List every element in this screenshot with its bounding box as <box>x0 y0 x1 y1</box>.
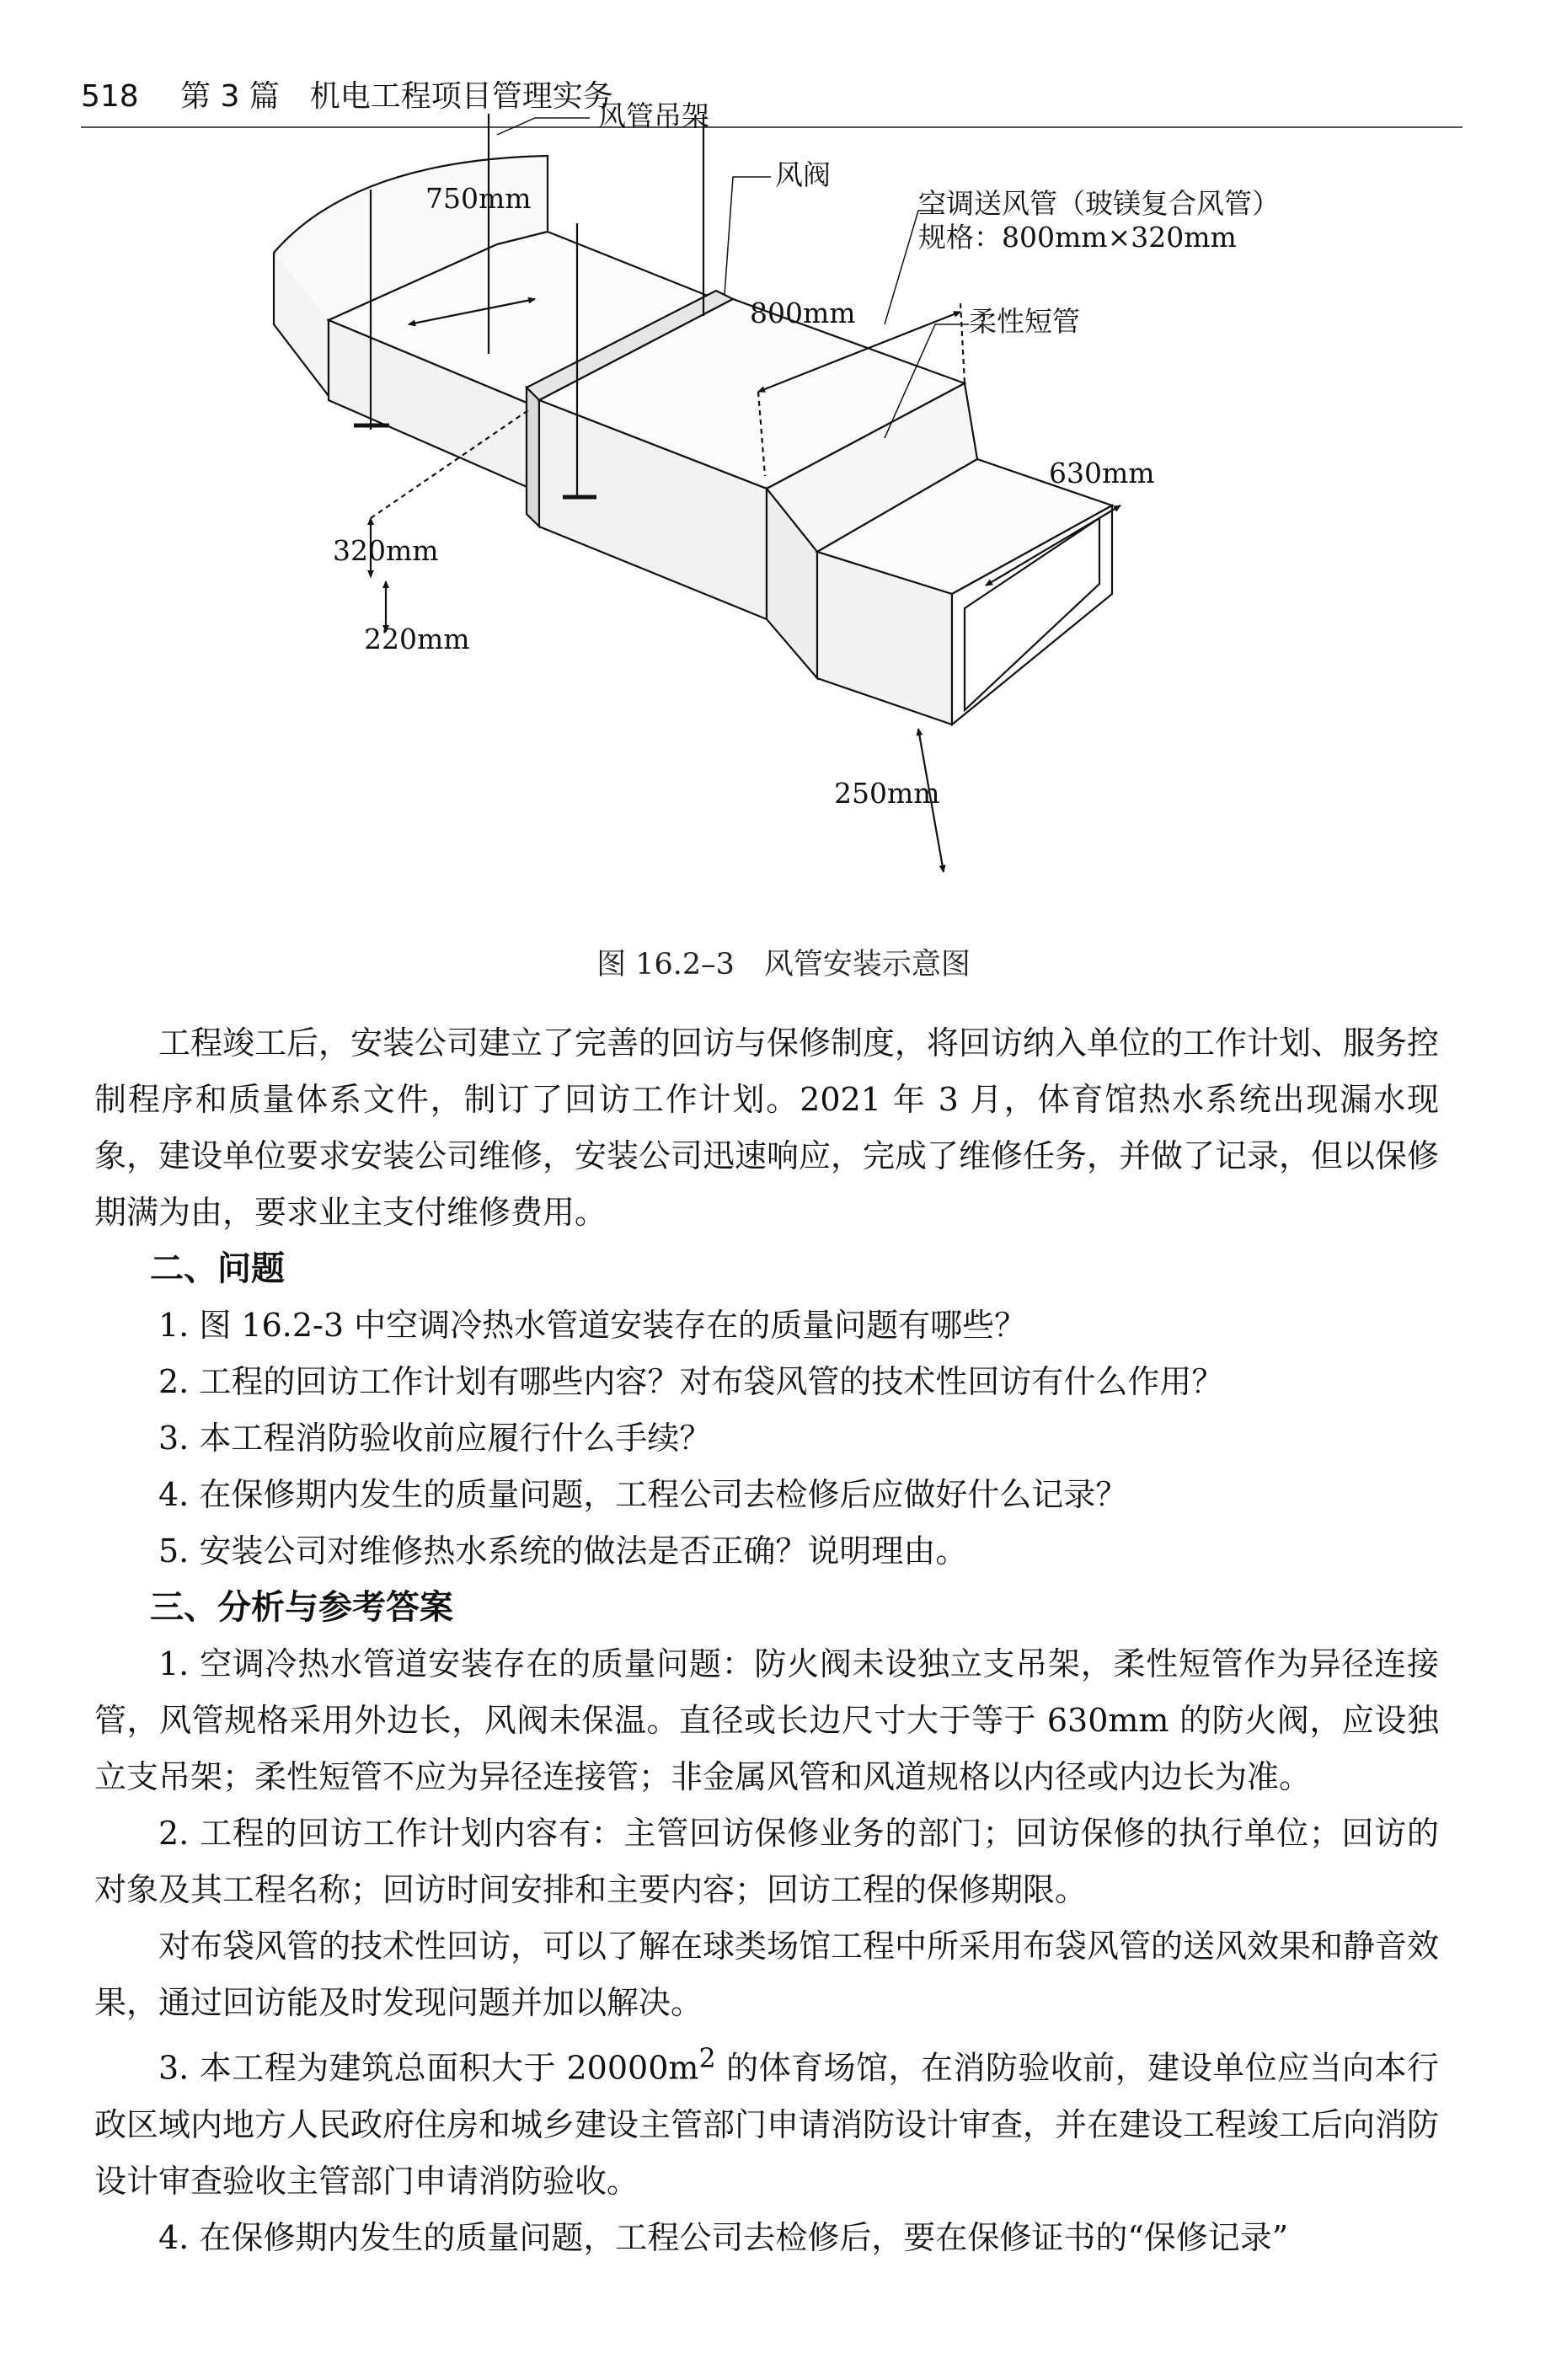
question-2: 2. 工程的回访工作计划有哪些内容？对布袋风管的技术性回访有什么作用？ <box>158 1363 1224 1400</box>
label-hanger: 风管吊架 <box>598 99 709 132</box>
chapter-title: 第 3 篇 机电工程项目管理实务 <box>180 79 613 114</box>
figure-caption: 图 16.2–3 风管安装示意图 <box>596 948 971 981</box>
section-title-questions: 二、问题 <box>150 1249 285 1288</box>
section-title-answers: 三、分析与参考答案 <box>150 1588 453 1627</box>
question-3: 3. 本工程消防验收前应履行什么手续？ <box>158 1420 712 1457</box>
label-dim-630: 630mm <box>1049 457 1155 489</box>
duct-installation-diagram <box>244 99 1297 914</box>
page-header <box>81 67 1463 128</box>
label-duct-spec: 规格：800mm×320mm <box>918 221 1237 254</box>
label-dim-750: 750mm <box>425 182 532 215</box>
label-dim-320: 320mm <box>333 534 439 567</box>
label-flex: 柔性短管 <box>969 305 1080 338</box>
question-5: 5. 安装公司对维修热水系统的做法是否正确？说明理由。 <box>158 1532 968 1570</box>
body-text <box>94 1015 1439 2266</box>
question-1: 1. 图 16.2-3 中空调冷热水管道安装存在的质量问题有哪些？ <box>158 1307 1027 1344</box>
label-dim-220: 220mm <box>364 623 470 655</box>
intro-paragraph: 工程竣工后，安装公司建立了完善的回访与保修制度，将回访纳入单位的工作计划、服务控制程序和质量体系文件，制订了回访工作计划。2021 年 3 月，体育馆热水系统出现漏水现象，建设单位要求安装公司维修，安装公司迅速响应，完成了维修任务，并做了记录，但以保修期满为由，要求业主支付维修费用。 <box>94 1024 1440 1231</box>
question-4: 4. 在保修期内发生的质量问题，工程公司去检修后应做好什么记录？ <box>158 1476 1128 1513</box>
label-duct-name: 空调送风管（玻镁复合风管） <box>918 187 1280 220</box>
answer-4: 4. 在保修期内发生的质量问题，工程公司去检修后，要在保修证书的“保修记录” <box>158 2218 1289 2256</box>
leader-damper <box>725 177 771 295</box>
label-dim-250: 250mm <box>834 777 940 810</box>
answer-1: 1. 空调冷热水管道安装存在的质量问题：防火阀未设独立支吊架，柔性短管作为异径连接管，风管规格采用外边长，风阀未保温。直径或长边尺寸大于等于 630mm 的防火阀，应设独立支吊架；柔性短管不应为异径连接管；非金属风管和风道规格以内径或内边长为准。 <box>94 1645 1439 1795</box>
page-number: 518 <box>81 79 139 114</box>
label-damper: 风阀 <box>775 158 831 191</box>
label-dim-800: 800mm <box>750 297 856 329</box>
answer-2-detail: 对布袋风管的技术性回访，可以了解在球类场馆工程中所采用布袋风管的送风效果和静音效果，通过回访能及时发现问题并加以解决。 <box>94 1928 1440 2021</box>
answer-3: 3. 本工程为建筑总面积大于 $20000m^2$ 的体育场馆，在消防验收前，建设单位应当向本行政区域内地方人民政府住房和城乡建设主管部门申请消防设计审查，并在建设工程竣工后向消防设计审查验收主管部门申请消防验收。 <box>94 2044 1440 2200</box>
answer-2: 2. 工程的回访工作计划内容有：主管回访保修业务的部门；回访保修的执行单位；回访的对象及其工程名称；回访时间安排和主要内容；回访工程的保修期限。 <box>94 1815 1439 1908</box>
